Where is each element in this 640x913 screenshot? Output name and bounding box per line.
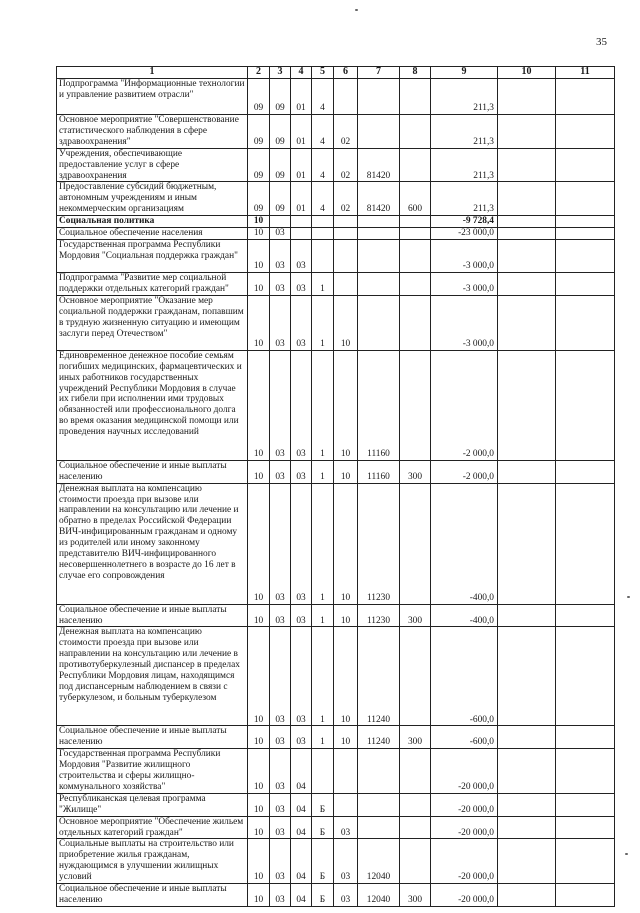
code-cell-c6: 03 [334,884,358,907]
code-cell-c11 [556,884,615,907]
row-name-cell: Республиканская целевая программа "Жилище" [57,793,248,816]
row-name-cell: Денежная выплата на компенсацию стоимости проезда при вызове или направлении на консультацию или лечение и обратно в пределах Российской Федерации ВИЧ-инфицированным гражданам и одному из родителей или иному законному представителю ВИЧ-инфицированного несовершеннолетнего в возрасте до 16 лет в случае его сопровождения [57,483,248,604]
code-cell-c8 [400,749,431,794]
code-cell-c8 [400,350,431,460]
amount-cell: -600,0 [431,627,498,726]
table-row [57,79,615,115]
row-name-cell: Социальное обеспечение и иные выплаты населению [57,604,248,627]
amount-cell: -2 000,0 [431,350,498,460]
code-cell-c5: 4 [312,182,334,216]
code-cell-c6: 10 [334,726,358,749]
code-cell-c7: 81420 [358,148,400,182]
code-cell-c5 [312,239,334,272]
code-cell-c10 [498,839,556,884]
row-name-cell: Основное мероприятие "Обеспечение жильем отдельных категорий граждан" [57,816,248,839]
code-cell-c3: 03 [270,350,291,460]
code-cell-c2: 10 [248,460,270,483]
table-row [57,749,615,794]
code-cell-c6: 10 [334,350,358,460]
code-cell-c8 [400,228,431,240]
code-cell-c10 [498,216,556,228]
row-name-cell: Социальное обеспечение и иные выплаты населению [57,884,248,907]
code-cell-c3 [270,216,291,228]
code-cell-c4: 04 [291,749,312,794]
row-name-cell: Денежная выплата на компенсацию стоимости проезда при вызове или направлении на консультацию или лечение в противотуберкулезный диспансер в пределах Республики Мордовия лицам, находящимся под диспансерным наблюдением в связи с туберкулезом, и больным туберкулезом [57,627,248,726]
table-row [57,816,615,839]
code-cell-c7 [358,816,400,839]
code-cell-c5: 1 [312,604,334,627]
code-cell-c6 [334,228,358,240]
code-cell-c3: 09 [270,148,291,182]
code-cell-c5: 4 [312,79,334,115]
code-cell-c10 [498,483,556,604]
code-cell-c4: 03 [291,239,312,272]
code-cell-c8 [400,148,431,182]
code-cell-c3: 03 [270,228,291,240]
amount-cell: -20 000,0 [431,839,498,884]
code-cell-c11 [556,295,615,350]
code-cell-c10 [498,228,556,240]
code-cell-c8 [400,627,431,726]
code-cell-c6 [334,272,358,295]
table-row [57,216,615,228]
code-cell-c6 [334,793,358,816]
code-cell-c6: 02 [334,148,358,182]
code-cell-c3: 03 [270,749,291,794]
code-cell-c4: 03 [291,627,312,726]
amount-cell: -20 000,0 [431,884,498,907]
code-cell-c8: 300 [400,726,431,749]
code-cell-c5: 1 [312,627,334,726]
row-name-cell: Государственная программа Республики Мордовия "Социальная поддержка граждан" [57,239,248,272]
code-cell-c2: 09 [248,115,270,149]
code-cell-c11 [556,115,615,149]
code-cell-c10 [498,627,556,726]
code-cell-c6: 02 [334,115,358,149]
header-cell: 2 [248,67,270,79]
amount-cell: -9 728,4 [431,216,498,228]
code-cell-c6: 10 [334,460,358,483]
table-row [57,726,615,749]
scan-speck [355,9,358,11]
code-cell-c6 [334,79,358,115]
code-cell-c7 [358,216,400,228]
code-cell-c11 [556,483,615,604]
code-cell-c11 [556,793,615,816]
code-cell-c4: 03 [291,295,312,350]
code-cell-c10 [498,350,556,460]
code-cell-c11 [556,228,615,240]
code-cell-c3: 03 [270,460,291,483]
header-cell: 5 [312,67,334,79]
code-cell-c8 [400,115,431,149]
code-cell-c5 [312,216,334,228]
code-cell-c10 [498,295,556,350]
code-cell-c5: Б [312,839,334,884]
code-cell-c7: 11160 [358,350,400,460]
code-cell-c3: 09 [270,182,291,216]
table-row [57,604,615,627]
code-cell-c5: 1 [312,483,334,604]
table-header-row [57,67,615,79]
amount-cell: -400,0 [431,604,498,627]
code-cell-c6: 03 [334,839,358,884]
amount-cell: -3 000,0 [431,295,498,350]
code-cell-c4: 04 [291,816,312,839]
code-cell-c10 [498,148,556,182]
row-name-cell: Социальная политика [57,216,248,228]
code-cell-c2: 10 [248,816,270,839]
table-row [57,483,615,604]
code-cell-c8: 600 [400,182,431,216]
code-cell-c8 [400,295,431,350]
code-cell-c10 [498,816,556,839]
code-cell-c10 [498,239,556,272]
header-cell: 6 [334,67,358,79]
code-cell-c3: 03 [270,793,291,816]
amount-cell: 211,3 [431,79,498,115]
header-cell: 1 [57,67,248,79]
header-cell: 7 [358,67,400,79]
code-cell-c5: 1 [312,272,334,295]
code-cell-c10 [498,726,556,749]
table-row [57,839,615,884]
header-cell: 3 [270,67,291,79]
code-cell-c2: 10 [248,604,270,627]
code-cell-c2: 10 [248,726,270,749]
row-name-cell: Учреждения, обеспечивающие предоставление услуг в сфере здравоохранения [57,148,248,182]
code-cell-c8: 300 [400,604,431,627]
code-cell-c3: 03 [270,726,291,749]
code-cell-c6: 10 [334,295,358,350]
code-cell-c8 [400,272,431,295]
code-cell-c5: 1 [312,350,334,460]
header-cell: 10 [498,67,556,79]
code-cell-c7: 12040 [358,884,400,907]
table-row [57,793,615,816]
amount-cell: -3 000,0 [431,272,498,295]
code-cell-c7 [358,115,400,149]
code-cell-c3: 03 [270,295,291,350]
code-cell-c6: 02 [334,182,358,216]
amount-cell: -600,0 [431,726,498,749]
amount-cell: -23 000,0 [431,228,498,240]
table-row [57,295,615,350]
amount-cell: 211,3 [431,115,498,149]
code-cell-c7 [358,239,400,272]
code-cell-c7: 11240 [358,627,400,726]
code-cell-c3: 03 [270,839,291,884]
code-cell-c11 [556,604,615,627]
code-cell-c6 [334,216,358,228]
code-cell-c7 [358,793,400,816]
row-name-cell: Основное мероприятие "Оказание мер социальной поддержки гражданам, попавшим в трудную жизненную ситуацию и имеющим заслуги перед Отечеством" [57,295,248,350]
code-cell-c4: 01 [291,148,312,182]
table-row [57,228,615,240]
scan-speck [627,596,630,598]
amount-cell: -3 000,0 [431,239,498,272]
row-name-cell: Предоставление субсидий бюджетным, автономным учреждениям и иным некоммерческим организациям [57,182,248,216]
code-cell-c5: Б [312,884,334,907]
table-row [57,627,615,726]
code-cell-c7 [358,749,400,794]
row-name-cell: Социальное обеспечение населения [57,228,248,240]
table-row [57,115,615,149]
amount-cell: -20 000,0 [431,816,498,839]
code-cell-c4: 03 [291,272,312,295]
code-cell-c7: 11160 [358,460,400,483]
code-cell-c4: 03 [291,726,312,749]
table-row [57,239,615,272]
table-row [57,460,615,483]
header-cell: 4 [291,67,312,79]
code-cell-c2: 10 [248,793,270,816]
code-cell-c3: 03 [270,627,291,726]
code-cell-c4: 01 [291,182,312,216]
code-cell-c3: 03 [270,884,291,907]
code-cell-c8 [400,216,431,228]
row-name-cell: Социальное обеспечение и иные выплаты населению [57,726,248,749]
amount-cell: 211,3 [431,148,498,182]
code-cell-c10 [498,115,556,149]
code-cell-c5: Б [312,816,334,839]
code-cell-c2: 10 [248,350,270,460]
code-cell-c10 [498,460,556,483]
row-name-cell: Государственная программа Республики Мордовия "Развитие жилищного строительства и сферы жилищно-коммунального хозяйства" [57,749,248,794]
code-cell-c2: 10 [248,627,270,726]
code-cell-c7 [358,79,400,115]
code-cell-c2: 10 [248,295,270,350]
code-cell-c8 [400,483,431,604]
code-cell-c7: 11240 [358,726,400,749]
row-name-cell: Единовременное денежное пособие семьям погибших медицинских, фармацевтических и иных работников государственных учреждений Республики Мордовия в случае их гибели при исполнении ими трудовых обязанностей или профессионального долга во время оказания медицинской помощи или проведения научных исследований [57,350,248,460]
code-cell-c3: 03 [270,604,291,627]
code-cell-c11 [556,272,615,295]
code-cell-c11 [556,726,615,749]
code-cell-c2: 10 [248,228,270,240]
code-cell-c7 [358,272,400,295]
code-cell-c4: 04 [291,884,312,907]
code-cell-c5 [312,228,334,240]
code-cell-c3: 09 [270,115,291,149]
header-cell: 8 [400,67,431,79]
table-row [57,884,615,907]
code-cell-c2: 10 [248,749,270,794]
code-cell-c5 [312,749,334,794]
code-cell-c10 [498,182,556,216]
code-cell-c3: 09 [270,79,291,115]
code-cell-c10 [498,884,556,907]
code-cell-c3: 03 [270,483,291,604]
row-name-cell: Подпрограмма "Информационные технологии и управление развитием отрасли" [57,79,248,115]
code-cell-c2: 09 [248,148,270,182]
code-cell-c7 [358,295,400,350]
code-cell-c6 [334,749,358,794]
code-cell-c7 [358,228,400,240]
code-cell-c5: 1 [312,726,334,749]
scan-speck [625,853,628,855]
table-row [57,182,615,216]
code-cell-c6 [334,239,358,272]
code-cell-c11 [556,749,615,794]
code-cell-c2: 10 [248,839,270,884]
code-cell-c10 [498,749,556,794]
code-cell-c4: 04 [291,839,312,884]
code-cell-c8 [400,793,431,816]
code-cell-c10 [498,79,556,115]
table-row [57,350,615,460]
row-name-cell: Социальные выплаты на строительство или приобретение жилья гражданам, нуждающимся в улучшении жилищных условий [57,839,248,884]
page-number: 35 [596,36,607,48]
code-cell-c3: 03 [270,239,291,272]
code-cell-c11 [556,460,615,483]
code-cell-c10 [498,604,556,627]
code-cell-c2: 10 [248,272,270,295]
code-cell-c2: 10 [248,884,270,907]
code-cell-c8 [400,839,431,884]
code-cell-c10 [498,272,556,295]
code-cell-c8 [400,79,431,115]
code-cell-c11 [556,148,615,182]
code-cell-c3: 03 [270,272,291,295]
code-cell-c11 [556,182,615,216]
code-cell-c5: 1 [312,295,334,350]
code-cell-c7: 12040 [358,839,400,884]
table-row [57,148,615,182]
code-cell-c2: 09 [248,182,270,216]
code-cell-c4: 01 [291,115,312,149]
header-cell: 9 [431,67,498,79]
code-cell-c3: 03 [270,816,291,839]
code-cell-c8 [400,816,431,839]
amount-cell: 211,3 [431,182,498,216]
budget-table [56,66,615,907]
code-cell-c2: 09 [248,79,270,115]
code-cell-c11 [556,627,615,726]
amount-cell: -20 000,0 [431,749,498,794]
code-cell-c6: 10 [334,627,358,726]
code-cell-c7: 11230 [358,604,400,627]
code-cell-c11 [556,350,615,460]
code-cell-c4: 03 [291,604,312,627]
code-cell-c4: 03 [291,460,312,483]
code-cell-c10 [498,793,556,816]
amount-cell: -2 000,0 [431,460,498,483]
code-cell-c4: 03 [291,350,312,460]
code-cell-c8 [400,239,431,272]
code-cell-c4 [291,216,312,228]
code-cell-c2: 10 [248,239,270,272]
code-cell-c11 [556,216,615,228]
row-name-cell: Основное мероприятие "Совершенствование статистического наблюдения в сфере здравоохранения" [57,115,248,149]
code-cell-c6: 10 [334,483,358,604]
code-cell-c4: 04 [291,793,312,816]
code-cell-c8: 300 [400,884,431,907]
table-row [57,272,615,295]
row-name-cell: Социальное обеспечение и иные выплаты населению [57,460,248,483]
code-cell-c11 [556,816,615,839]
code-cell-c5: 1 [312,460,334,483]
row-name-cell: Подпрограмма "Развитие мер социальной поддержки отдельных категорий граждан" [57,272,248,295]
code-cell-c5: Б [312,793,334,816]
code-cell-c7: 81420 [358,182,400,216]
code-cell-c6: 03 [334,816,358,839]
code-cell-c2: 10 [248,216,270,228]
code-cell-c6: 10 [334,604,358,627]
code-cell-c4: 01 [291,79,312,115]
code-cell-c11 [556,839,615,884]
code-cell-c4 [291,228,312,240]
amount-cell: -20 000,0 [431,793,498,816]
code-cell-c2: 10 [248,483,270,604]
amount-cell: -400,0 [431,483,498,604]
code-cell-c11 [556,239,615,272]
code-cell-c8: 300 [400,460,431,483]
header-cell: 11 [556,67,615,79]
code-cell-c11 [556,79,615,115]
code-cell-c5: 4 [312,115,334,149]
code-cell-c5: 4 [312,148,334,182]
code-cell-c4: 03 [291,483,312,604]
code-cell-c7: 11230 [358,483,400,604]
